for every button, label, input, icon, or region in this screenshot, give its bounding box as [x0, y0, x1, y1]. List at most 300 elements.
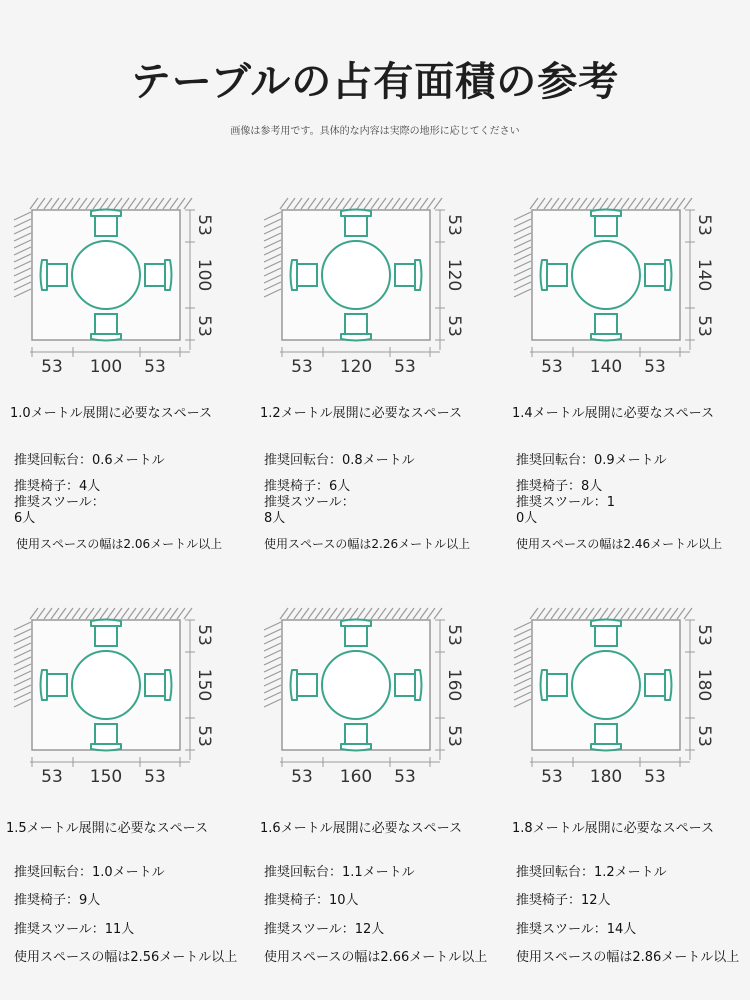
wall-hatch — [264, 261, 281, 269]
turntable-text: 推奨回転台：0.8メートル — [264, 453, 415, 468]
turntable-text: 推奨回転台：1.1メートル — [264, 865, 415, 880]
wall-hatch — [100, 608, 108, 619]
wall-hatch — [14, 289, 31, 297]
chair-icon — [395, 670, 422, 700]
wall-hatch — [677, 608, 685, 619]
panel-table-160 — [250, 590, 500, 990]
table-circle — [322, 241, 390, 309]
wall-hatch — [149, 608, 157, 619]
chairs-text: 推奨椅子：9人 — [14, 893, 101, 908]
wall-hatch — [128, 608, 136, 619]
wall-hatch — [514, 636, 531, 644]
wall-hatch — [514, 212, 531, 220]
chair-icon — [91, 210, 121, 237]
dimension-label: 120 — [339, 357, 373, 377]
dimension-label: 120 — [444, 258, 464, 292]
wall-hatch — [14, 212, 31, 220]
wall-hatch — [544, 198, 552, 209]
wall-hatch — [264, 268, 281, 276]
wall-hatch — [114, 608, 122, 619]
wall-hatch — [434, 608, 442, 619]
wall-hatch — [514, 219, 531, 227]
chair-icon — [291, 260, 318, 290]
panel-table-150 — [0, 590, 250, 990]
dimension-label: 53 — [394, 767, 416, 787]
wall-hatch — [14, 629, 31, 637]
wall-hatch — [371, 608, 379, 619]
wall-hatch — [287, 198, 295, 209]
dimension-label: 140 — [589, 357, 623, 377]
chairs-text: 推奨椅子：8人 — [516, 479, 603, 494]
turntable-text: 推奨回転台：1.0メートル — [14, 865, 165, 880]
wall-hatch — [514, 657, 531, 665]
wall-hatch — [579, 608, 587, 619]
wall-hatch — [371, 198, 379, 209]
table-circle — [72, 241, 140, 309]
wall-hatch — [121, 198, 129, 209]
wall-hatch — [79, 198, 87, 209]
wall-hatch — [315, 198, 323, 209]
wall-hatch — [684, 198, 692, 209]
wall-hatch — [163, 198, 171, 209]
table-circle — [572, 651, 640, 719]
stools-text: 推奨スツール：12人 — [264, 922, 385, 937]
wall-hatch — [14, 671, 31, 679]
panel-caption: 1.8メートル展開に必要なスペース — [512, 821, 715, 836]
wall-hatch — [14, 664, 31, 672]
wall-hatch — [607, 198, 615, 209]
wall-hatch — [670, 608, 678, 619]
table-circle — [72, 651, 140, 719]
wall-hatch — [44, 198, 52, 209]
page-subtitle: 画像は参考用です。具体的な内容は実際の地形に応じてください — [230, 126, 520, 137]
panel-table-180 — [500, 590, 750, 990]
wall-hatch — [642, 198, 650, 209]
wall-hatch — [58, 608, 66, 619]
page-title: テーブルの占有面積の参考 — [130, 59, 620, 105]
wall-hatch — [264, 247, 281, 255]
dimension-label: 53 — [144, 357, 166, 377]
wall-hatch — [572, 198, 580, 209]
dimension-label: 53 — [194, 214, 214, 236]
dimension-label: 150 — [194, 668, 214, 702]
wall-hatch — [350, 198, 358, 209]
wall-hatch — [514, 282, 531, 290]
table-circle — [572, 241, 640, 309]
wall-hatch — [135, 198, 143, 209]
wall-hatch — [184, 608, 192, 619]
wall-hatch — [264, 240, 281, 248]
wall-hatch — [336, 198, 344, 209]
wall-hatch — [149, 198, 157, 209]
wall-hatch — [656, 608, 664, 619]
wall-hatch — [86, 608, 94, 619]
wall-hatch — [58, 198, 66, 209]
wall-hatch — [65, 608, 73, 619]
wall-hatch — [677, 198, 685, 209]
wall-hatch — [72, 198, 80, 209]
wall-hatch — [413, 198, 421, 209]
wall-hatch — [572, 608, 580, 619]
wall-hatch — [184, 198, 192, 209]
wall-hatch — [30, 198, 38, 209]
wall-hatch — [586, 198, 594, 209]
wall-hatch — [264, 212, 281, 220]
dimension-label: 53 — [694, 624, 714, 646]
chair-icon — [591, 620, 621, 647]
wall-hatch — [427, 608, 435, 619]
dimension-label: 160 — [339, 767, 373, 787]
wall-hatch — [514, 699, 531, 707]
dimension-label: 53 — [694, 214, 714, 236]
wall-hatch — [663, 608, 671, 619]
wall-hatch — [420, 198, 428, 209]
wall-hatch — [14, 261, 31, 269]
wall-hatch — [142, 198, 150, 209]
wall-hatch — [635, 198, 643, 209]
wall-hatch — [308, 608, 316, 619]
panel-caption: 1.4メートル展開に必要なスペース — [512, 406, 715, 421]
wall-hatch — [434, 198, 442, 209]
chair-icon — [41, 260, 68, 290]
wall-hatch — [128, 198, 136, 209]
wall-hatch — [86, 198, 94, 209]
dimension-label: 53 — [541, 357, 563, 377]
dimension-label: 180 — [589, 767, 623, 787]
wall-hatch — [170, 198, 178, 209]
wall-hatch — [392, 608, 400, 619]
wall-hatch — [264, 650, 281, 658]
wall-hatch — [14, 678, 31, 686]
dimension-label: 53 — [144, 767, 166, 787]
wall-hatch — [264, 643, 281, 651]
wall-hatch — [156, 608, 164, 619]
wall-hatch — [364, 198, 372, 209]
dimension-label: 160 — [444, 668, 464, 702]
layout-diagram — [500, 180, 750, 380]
chairs-text: 推奨椅子：6人 — [264, 479, 351, 494]
dimension-label: 53 — [394, 357, 416, 377]
chair-icon — [591, 724, 621, 751]
turntable-text: 推奨回転台：1.2メートル — [516, 865, 667, 880]
wall-hatch — [264, 289, 281, 297]
stools-text: 推奨スツール： — [264, 495, 355, 510]
wall-hatch — [399, 608, 407, 619]
wall-hatch — [301, 608, 309, 619]
stools-text: 推奨スツール：1 — [516, 495, 616, 510]
dimension-label: 53 — [541, 767, 563, 787]
wall-hatch — [280, 198, 288, 209]
wall-hatch — [301, 198, 309, 209]
wall-hatch — [514, 650, 531, 658]
wall-hatch — [14, 657, 31, 665]
chair-icon — [645, 260, 672, 290]
wall-hatch — [537, 608, 545, 619]
wall-hatch — [65, 198, 73, 209]
wall-hatch — [635, 608, 643, 619]
wall-hatch — [600, 198, 608, 209]
wall-hatch — [93, 198, 101, 209]
wall-hatch — [280, 608, 288, 619]
dimension-label: 53 — [694, 315, 714, 337]
wall-hatch — [514, 629, 531, 637]
wall-hatch — [514, 254, 531, 262]
wall-hatch — [264, 622, 281, 630]
chair-icon — [341, 314, 371, 341]
wall-hatch — [558, 608, 566, 619]
chair-icon — [341, 210, 371, 237]
wall-hatch — [114, 198, 122, 209]
wall-hatch — [14, 650, 31, 658]
wall-hatch — [621, 608, 629, 619]
wall-hatch — [308, 198, 316, 209]
wall-hatch — [322, 608, 330, 619]
wall-hatch — [14, 247, 31, 255]
chair-icon — [341, 724, 371, 751]
wall-hatch — [287, 608, 295, 619]
wall-hatch — [385, 608, 393, 619]
wall-hatch — [670, 198, 678, 209]
wall-hatch — [406, 198, 414, 209]
chair-icon — [645, 670, 672, 700]
layout-diagram — [500, 590, 750, 790]
layout-diagram — [250, 180, 500, 380]
wall-hatch — [264, 275, 281, 283]
wall-hatch — [357, 608, 365, 619]
wall-hatch — [264, 678, 281, 686]
wall-hatch — [264, 664, 281, 672]
wall-hatch — [294, 608, 302, 619]
panel-table-120 — [250, 180, 500, 580]
dimension-label: 53 — [694, 725, 714, 747]
panel-caption: 1.5メートル展開に必要なスペース — [6, 821, 209, 836]
wall-hatch — [177, 198, 185, 209]
wall-hatch — [264, 636, 281, 644]
dimension-label: 53 — [444, 214, 464, 236]
dimension-label: 53 — [644, 357, 666, 377]
wall-hatch — [322, 198, 330, 209]
wall-hatch — [170, 608, 178, 619]
wall-hatch — [514, 233, 531, 241]
table-circle — [322, 651, 390, 719]
chairs-text: 推奨椅子：12人 — [516, 893, 611, 908]
wall-hatch — [329, 198, 337, 209]
wall-hatch — [135, 608, 143, 619]
chair-icon — [91, 724, 121, 751]
stools-text-cont: 6人 — [14, 511, 36, 526]
wall-hatch — [656, 198, 664, 209]
wall-hatch — [586, 608, 594, 619]
chair-icon — [145, 260, 172, 290]
wall-hatch — [44, 608, 52, 619]
wall-hatch — [107, 198, 115, 209]
wall-hatch — [37, 198, 45, 209]
dimension-label: 53 — [194, 725, 214, 747]
wall-hatch — [514, 261, 531, 269]
wall-hatch — [514, 226, 531, 234]
wall-hatch — [593, 198, 601, 209]
wall-hatch — [628, 198, 636, 209]
dimension-label: 53 — [444, 624, 464, 646]
panel-table-100 — [0, 180, 250, 580]
wall-hatch — [663, 198, 671, 209]
wall-hatch — [329, 608, 337, 619]
width-note: 使用スペースの幅は2.46メートル以上 — [516, 537, 723, 551]
wall-hatch — [593, 608, 601, 619]
wall-hatch — [420, 608, 428, 619]
wall-hatch — [100, 198, 108, 209]
wall-hatch — [14, 699, 31, 707]
wall-hatch — [264, 699, 281, 707]
wall-hatch — [14, 643, 31, 651]
wall-hatch — [264, 226, 281, 234]
wall-hatch — [163, 608, 171, 619]
wall-hatch — [315, 608, 323, 619]
chair-icon — [395, 260, 422, 290]
wall-hatch — [649, 198, 657, 209]
dimension-label: 150 — [89, 767, 123, 787]
wall-hatch — [37, 608, 45, 619]
dimension-label: 53 — [644, 767, 666, 787]
wall-hatch — [628, 608, 636, 619]
wall-hatch — [514, 685, 531, 693]
wall-hatch — [30, 608, 38, 619]
wall-hatch — [413, 608, 421, 619]
wall-hatch — [14, 226, 31, 234]
chair-icon — [91, 314, 121, 341]
wall-hatch — [343, 198, 351, 209]
wall-hatch — [51, 198, 59, 209]
wall-hatch — [530, 198, 538, 209]
width-note: 使用スペースの幅は2.86メートル以上 — [516, 950, 740, 965]
wall-hatch — [72, 608, 80, 619]
dimension-label: 53 — [291, 357, 313, 377]
wall-hatch — [427, 198, 435, 209]
wall-hatch — [51, 608, 59, 619]
dimension-label: 53 — [194, 315, 214, 337]
wall-hatch — [264, 233, 281, 241]
wall-hatch — [121, 608, 129, 619]
wall-hatch — [514, 289, 531, 297]
panel-caption: 1.0メートル展開に必要なスペース — [10, 406, 213, 421]
chair-icon — [341, 620, 371, 647]
wall-hatch — [343, 608, 351, 619]
wall-hatch — [514, 247, 531, 255]
wall-hatch — [684, 608, 692, 619]
dimension-label: 140 — [694, 258, 714, 292]
dimension-label: 180 — [694, 668, 714, 702]
wall-hatch — [600, 608, 608, 619]
dimension-label: 53 — [41, 357, 63, 377]
stools-text: 推奨スツール：14人 — [516, 922, 637, 937]
chair-icon — [145, 670, 172, 700]
wall-hatch — [156, 198, 164, 209]
wall-hatch — [378, 198, 386, 209]
wall-hatch — [558, 198, 566, 209]
layout-diagram — [250, 590, 500, 790]
chair-icon — [591, 210, 621, 237]
wall-hatch — [399, 198, 407, 209]
wall-hatch — [14, 685, 31, 693]
dimension-label: 53 — [291, 767, 313, 787]
layout-diagram — [0, 590, 250, 790]
wall-hatch — [364, 608, 372, 619]
wall-hatch — [14, 275, 31, 283]
wall-hatch — [385, 198, 393, 209]
wall-hatch — [14, 268, 31, 276]
width-note: 使用スペースの幅は2.06メートル以上 — [16, 537, 223, 551]
dimension-label: 53 — [194, 624, 214, 646]
chairs-text: 推奨椅子：4人 — [14, 479, 101, 494]
wall-hatch — [514, 671, 531, 679]
wall-hatch — [514, 692, 531, 700]
wall-hatch — [350, 608, 358, 619]
panel-caption: 1.6メートル展開に必要なスペース — [260, 821, 463, 836]
wall-hatch — [264, 254, 281, 262]
width-note: 使用スペースの幅は2.66メートル以上 — [264, 950, 488, 965]
wall-hatch — [551, 608, 559, 619]
wall-hatch — [357, 198, 365, 209]
wall-hatch — [514, 643, 531, 651]
wall-hatch — [264, 685, 281, 693]
stools-text-cont: 8人 — [264, 511, 286, 526]
wall-hatch — [614, 198, 622, 209]
wall-hatch — [336, 608, 344, 619]
wall-hatch — [79, 608, 87, 619]
turntable-text: 推奨回転台：0.6メートル — [14, 453, 165, 468]
wall-hatch — [14, 233, 31, 241]
wall-hatch — [537, 198, 545, 209]
wall-hatch — [607, 608, 615, 619]
wall-hatch — [107, 608, 115, 619]
dimension-label: 53 — [444, 315, 464, 337]
wall-hatch — [530, 608, 538, 619]
wall-hatch — [514, 275, 531, 283]
chair-icon — [291, 670, 318, 700]
wall-hatch — [514, 622, 531, 630]
wall-hatch — [14, 240, 31, 248]
wall-hatch — [514, 240, 531, 248]
wall-hatch — [264, 671, 281, 679]
wall-hatch — [14, 622, 31, 630]
width-note: 使用スペースの幅は2.56メートル以上 — [14, 950, 238, 965]
wall-hatch — [514, 664, 531, 672]
width-note: 使用スペースの幅は2.26メートル以上 — [264, 537, 471, 551]
chair-icon — [541, 260, 568, 290]
wall-hatch — [264, 282, 281, 290]
dimension-label: 53 — [444, 725, 464, 747]
wall-hatch — [392, 198, 400, 209]
wall-hatch — [142, 608, 150, 619]
panel-table-140 — [500, 180, 750, 580]
wall-hatch — [177, 608, 185, 619]
wall-hatch — [649, 608, 657, 619]
wall-hatch — [614, 608, 622, 619]
dimension-label: 100 — [194, 258, 214, 292]
wall-hatch — [378, 608, 386, 619]
wall-hatch — [264, 219, 281, 227]
wall-hatch — [544, 608, 552, 619]
stools-text: 推奨スツール： — [14, 495, 105, 510]
wall-hatch — [14, 282, 31, 290]
chair-icon — [541, 670, 568, 700]
layout-diagram — [0, 180, 250, 380]
wall-hatch — [14, 254, 31, 262]
wall-hatch — [514, 268, 531, 276]
wall-hatch — [14, 219, 31, 227]
wall-hatch — [14, 692, 31, 700]
wall-hatch — [264, 629, 281, 637]
